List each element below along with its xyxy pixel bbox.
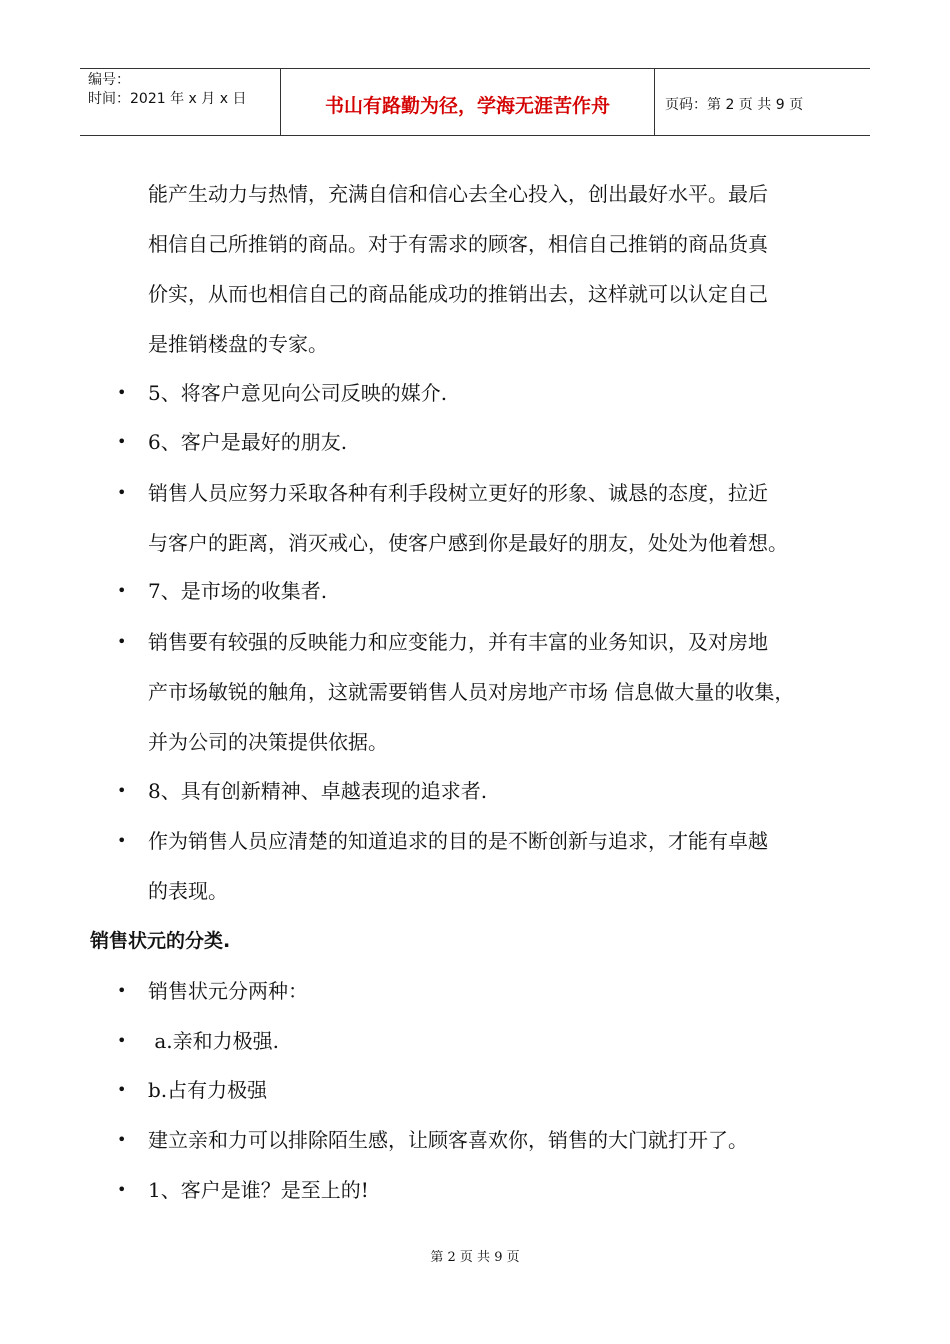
list-item-continuation: 并为公司的决策提供依据。 — [148, 730, 388, 754]
bullet-marker: • — [117, 1180, 127, 1199]
bullet-marker: • — [117, 831, 127, 850]
time-label: 时间：2021 年 x 月 x 日 — [88, 91, 247, 107]
bullet-marker: • — [117, 632, 127, 651]
bullet-marker: • — [117, 781, 127, 800]
header-motto: 书山有路勤为径，学海无涯苦作舟 — [281, 69, 655, 135]
bullet-marker: • — [117, 1130, 127, 1149]
bullet-marker: • — [117, 383, 127, 402]
section-heading: 销售状元的分类. — [90, 930, 231, 952]
header-meta — [80, 69, 281, 135]
list-item-continuation: 产市场敏锐的触角，这就需要销售人员对房地产市场 信息做大量的收集， — [148, 680, 795, 704]
list-item: 7、是市场的收集者. — [148, 579, 328, 603]
list-item: a.亲和力极强. — [148, 1029, 279, 1053]
paragraph-line: 能产生动力与热情，充满自信和信心去全心投入，创出最好水平。最后 — [148, 182, 768, 206]
bullet-marker: • — [117, 981, 127, 1000]
bullet-marker: • — [117, 1080, 127, 1099]
list-item-continuation: 与客户的距离，消灭戒心，使客户感到你是最好的朋友，处处为他着想。 — [148, 531, 788, 555]
list-item: 销售状元分两种： — [148, 979, 308, 1003]
bullet-marker: • — [117, 432, 127, 451]
list-item: 5、将客户意见向公司反映的媒介. — [148, 381, 448, 405]
paragraph-line: 是推销楼盘的专家。 — [148, 332, 328, 356]
bullet-marker: • — [117, 581, 127, 600]
number-label: 编号： — [88, 72, 130, 88]
list-item: 销售要有较强的反映能力和应变能力，并有丰富的业务知识，及对房地 — [148, 630, 768, 654]
list-item: 建立亲和力可以排除陌生感，让顾客喜欢你，销售的大门就打开了。 — [148, 1128, 748, 1152]
list-item: 6、客户是最好的朋友. — [148, 430, 348, 454]
list-item: 作为销售人员应清楚的知道追求的目的是不断创新与追求，才能有卓越 — [148, 829, 768, 853]
list-item: 销售人员应努力采取各种有利手段树立更好的形象、诚恳的态度，拉近 — [148, 481, 768, 505]
page-header — [80, 68, 870, 136]
list-item-continuation: 的表现。 — [148, 879, 228, 903]
bullet-marker: • — [117, 1031, 127, 1050]
paragraph-line: 相信自己所推销的商品。对于有需求的顾客，相信自己推销的商品货真 — [148, 232, 768, 256]
list-item: b.占有力极强 — [148, 1078, 268, 1102]
page-footer: 第 2 页 共 9 页 — [430, 1250, 520, 1265]
header-page-info: 页码：第 2 页 共 9 页 — [665, 97, 804, 113]
list-item: 1、客户是谁？是至上的! — [148, 1178, 369, 1202]
paragraph-line: 价实，从而也相信自己的商品能成功的推销出去，这样就可以认定自己 — [148, 282, 768, 306]
list-item: 8、具有创新精神、卓越表现的追求者. — [148, 779, 488, 803]
bullet-marker: • — [117, 483, 127, 502]
